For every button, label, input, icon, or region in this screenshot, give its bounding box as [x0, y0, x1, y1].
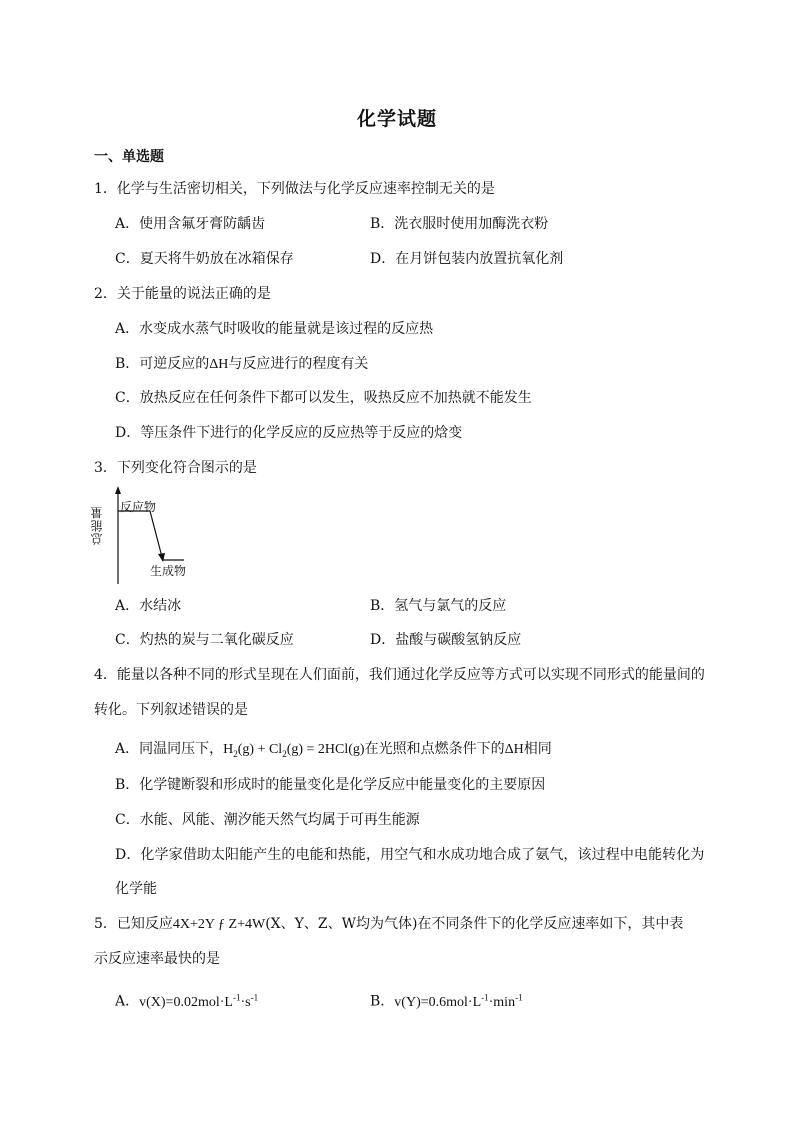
- equation: [223, 742, 364, 757]
- subscript: 2: [233, 748, 238, 759]
- question-4-option-b: B．化学键断裂和形成时的能量变化是化学反应中能量变化的主要原因: [115, 777, 546, 793]
- option-label: B．: [370, 993, 395, 1010]
- question-5-stem-line-1: [94, 915, 683, 934]
- superscript: -1: [515, 992, 523, 1002]
- rate-expression: [139, 992, 259, 1010]
- rate-part: v(X)=0.02mol·L: [139, 994, 233, 1010]
- option-text: A．同温同压下，: [115, 741, 224, 757]
- reactant-label: 反应物: [120, 500, 157, 514]
- diagram-y-axis-label: 总能量: [90, 506, 104, 545]
- question-3-option-b: B．氢气与氯气的反应: [370, 598, 507, 614]
- question-5-option-b: [370, 988, 523, 1012]
- page-title: 化学试题: [356, 108, 437, 130]
- reaction-equation: 4X+2Y ƒ Z+4W: [172, 917, 266, 932]
- axis-arrow-icon: [115, 486, 121, 494]
- delta-h-symbol: ΔH: [504, 742, 524, 757]
- option-text: 相同: [523, 741, 552, 757]
- option-text: B．可逆反应的: [115, 356, 210, 372]
- question-1-option-a: A．使用含氟牙膏防龋齿: [115, 216, 266, 232]
- option-text: 与反应进行的程度有关: [228, 356, 369, 372]
- question-4-option-a: [115, 740, 552, 763]
- stem-text: (X、Y、Z、W均为气体)在不同条件下的化学反应速率如下，其中表: [265, 916, 684, 932]
- question-2-option-a: A．水变成水蒸气时吸收的能量就是该过程的反应热: [115, 321, 434, 337]
- transition-arrow-icon: [158, 553, 165, 562]
- delta-h-symbol: ΔH: [209, 357, 229, 372]
- option-label: A．: [115, 993, 140, 1010]
- question-2-stem: 2．关于能量的说法正确的是: [94, 286, 271, 302]
- question-4-option-d-line-1: D．化学家借助太阳能产生的电能和热能，用空气和水成功地合成了氨气，该过程中电能转化为: [115, 847, 705, 863]
- question-4-stem-line-2: 转化。下列叙述错误的是: [94, 702, 248, 718]
- question-2-option-b: [115, 355, 368, 374]
- question-5-option-a: [115, 988, 258, 1012]
- question-1-option-d: D．在月饼包装内放置抗氧化剂: [370, 251, 564, 267]
- question-4-option-d-line-2: 化学能: [115, 881, 157, 897]
- product-label: 生成物: [150, 564, 187, 578]
- energy-diagram: [88, 484, 208, 588]
- equation-part: (g) = 2HCl(g): [286, 742, 365, 757]
- superscript: -1: [481, 992, 489, 1002]
- question-5-stem-line-2: 示反应速率最快的是: [94, 951, 220, 967]
- rate-part: v(Y)=0.6mol·L: [394, 994, 482, 1010]
- question-3-option-d: D．盐酸与碳酸氢钠反应: [370, 632, 522, 648]
- subscript: 2: [282, 748, 287, 759]
- question-3-option-c: C．灼热的炭与二氧化碳反应: [115, 632, 294, 648]
- rate-part: ·min: [488, 994, 516, 1010]
- question-2-option-c: C．放热反应在任何条件下都可以发生，吸热反应不加热就不能发生: [115, 390, 532, 406]
- question-4-option-c: C．水能、风能、潮汐能天然气均属于可再生能源: [115, 812, 420, 828]
- stem-text: 5．已知反应: [94, 916, 173, 932]
- question-3-option-a: A．水结冰: [115, 598, 182, 614]
- rate-expression: [394, 992, 523, 1010]
- superscript: -1: [250, 992, 259, 1002]
- equation-part: H: [223, 742, 234, 757]
- transition-line: [150, 511, 162, 557]
- question-1-option-c: C．夏天将牛奶放在冰箱保存: [115, 251, 294, 267]
- equation-part: (g) + Cl: [237, 742, 283, 757]
- question-3-stem: 3．下列变化符合图示的是: [94, 460, 257, 476]
- superscript: -1: [232, 992, 241, 1002]
- section-heading: 一、单选题: [94, 149, 164, 165]
- rate-part: ·s: [240, 994, 251, 1010]
- question-1-stem: 1．化学与生活密切相关，下列做法与化学反应速率控制无关的是: [94, 181, 495, 197]
- question-1-option-b: B．洗衣服时使用加酶洗衣粉: [370, 216, 549, 232]
- option-text: 在光照和点燃条件下的: [364, 741, 505, 757]
- question-4-stem-line-1: 4．能量以各种不同的形式呈现在人们面前，我们通过化学反应等方式可以实现不同形式的能量间的: [94, 667, 705, 683]
- question-2-option-d: D．等压条件下进行的化学反应的反应热等于反应的焓变: [115, 425, 463, 441]
